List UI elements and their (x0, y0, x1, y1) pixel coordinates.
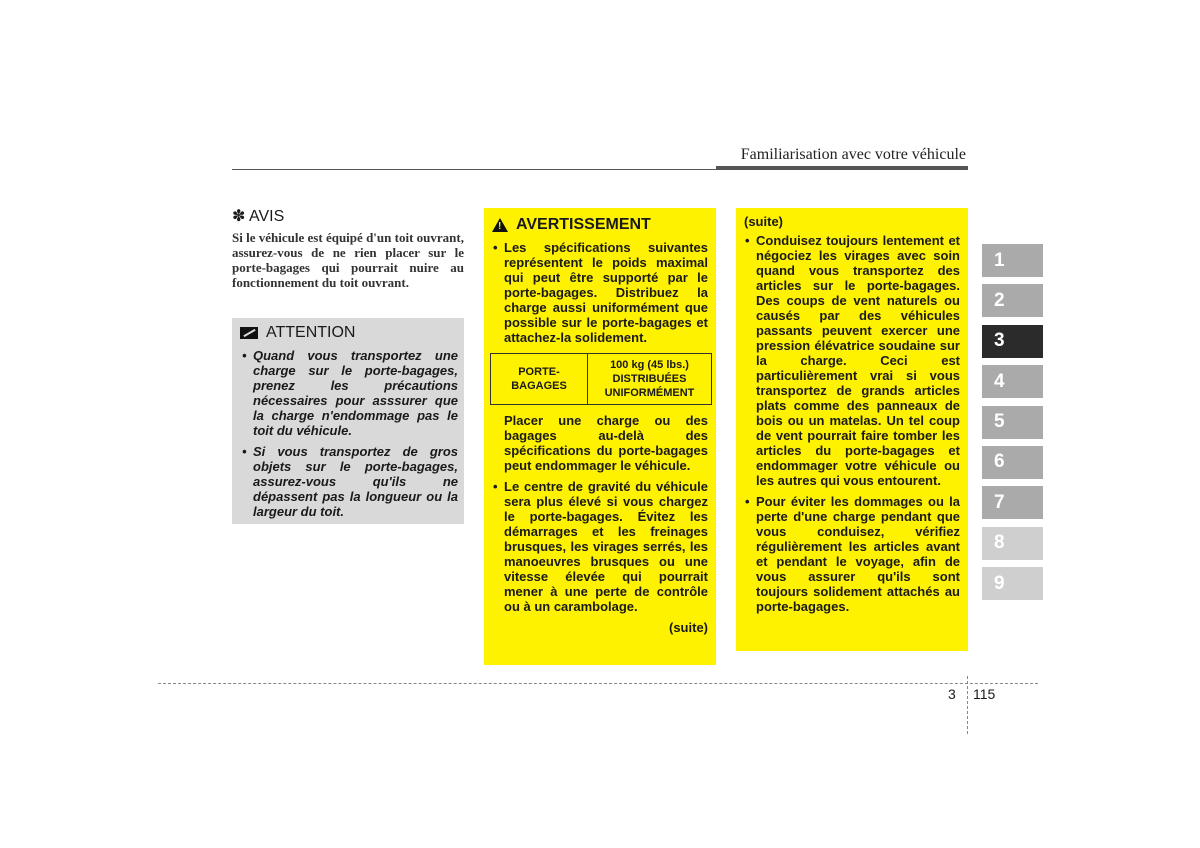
list-item: • Pour éviter les dommages ou la perte d'une charge pendant que vous conduisez, vérifiez régulièrement les articles avant et pendant le voyage, afin de vous assurer qu'ils sont toujours solidement attachés au porte-bagages. (744, 494, 960, 614)
header-divider-accent (716, 166, 968, 170)
attention-header (240, 324, 458, 342)
caution-pen-icon (240, 327, 258, 339)
warning-list (492, 240, 708, 345)
footer-vertical-divider (967, 676, 968, 734)
attention-box (232, 318, 464, 524)
page-number: 115 (973, 686, 996, 702)
continued-marker: (suite) (669, 620, 708, 635)
notice-heading: ✽ AVIS (232, 208, 285, 225)
chapter-tab-6[interactable]: 6 (982, 446, 1043, 479)
spec-value-cell: 100 kg (45 lbs.) DISTRIBUÉES UNIFORMÉMENT (588, 354, 712, 405)
chapter-tab-7[interactable]: 7 (982, 486, 1043, 519)
attention-list (240, 348, 458, 519)
warning-header (492, 216, 708, 234)
continued-box (736, 208, 968, 651)
chapter-tab-1[interactable]: 1 (982, 244, 1043, 277)
footer-divider (158, 683, 1038, 684)
list-item: • Si vous transportez de gros objets sur le porte-bagages, assurez-vous qu'ils ne dépassent pas la longueur ou la largeur du toit. (240, 444, 458, 519)
table-row (491, 354, 712, 405)
chapter-tab-5[interactable]: 5 (982, 406, 1043, 439)
continued-heading: (suite) (744, 214, 783, 229)
list-item: • Conduisez toujours lentement et négociez les virages avec soin quand vous transportez des articles sur le porte-bagages. Des coups de vent naturels ou causés par des véhicules passants peuvent exercer une pression élévatrice soudaine sur la charge. Ceci est particulièrement vrai si vous transportez de grands articles plats comme des panneaux de bois ou un matelas. Un tel coup de vent pourrait faire tomber les articles du porte-bagages et endommager votre véhicule ou les autres qui vous entourent. (744, 233, 960, 488)
continued-list (744, 233, 960, 614)
warning-list-2 (492, 479, 708, 614)
notice-text: Si le véhicule est équipé d'un toit ouvrant, assurez-vous de ne rien placer sur le porte-bagages qui pourrait nuire au fonctionnement du toit ouvrant. (232, 230, 464, 290)
notice-section (232, 206, 464, 290)
list-item: • Le centre de gravité du véhicule sera plus élevé si vous chargez le porte-bagages. Évitez les démarrages et les freinages brusques, les virages serrés, les manoeuvres brusques ou une vitesse élevée qui pourrait mener à une perte de contrôle ou à un carambolage. (492, 479, 708, 614)
warning-triangle-icon: ! (492, 218, 508, 232)
chapter-tab-3[interactable]: 3 (982, 325, 1043, 358)
chapter-tabs (982, 244, 1043, 608)
chapter-tab-9[interactable]: 9 (982, 567, 1043, 600)
attention-heading: ATTENTION (266, 324, 356, 341)
chapter-tab-8[interactable]: 8 (982, 527, 1043, 560)
list-item: • Les spécifications suivantes représentent le poids maximal qui peut être supporté par le porte-bagages. Distribuez la charge aussi uniformément que possible sur le porte-bagages et attachez-la solidement. (492, 240, 708, 345)
chapter-tab-4[interactable]: 4 (982, 365, 1043, 398)
warning-paragraph: Placer une charge ou des bagages au-delà des spécifications du porte-bagages peut endommager le véhicule. (504, 413, 708, 473)
section-title: Familiarisation avec votre véhicule (740, 146, 966, 163)
chapter-tab-2[interactable]: 2 (982, 284, 1043, 317)
warning-heading: AVERTISSEMENT (516, 216, 651, 233)
spec-label-cell: PORTE-BAGAGES (491, 354, 588, 405)
page-chapter-number: 3 (948, 686, 956, 702)
list-item: • Quand vous transportez une charge sur le porte-bagages, prenez les précautions nécessaires pour asssurer que la charge n'endommage pas le toit du véhicule. (240, 348, 458, 438)
spec-table (490, 353, 712, 405)
warning-box (484, 208, 716, 665)
